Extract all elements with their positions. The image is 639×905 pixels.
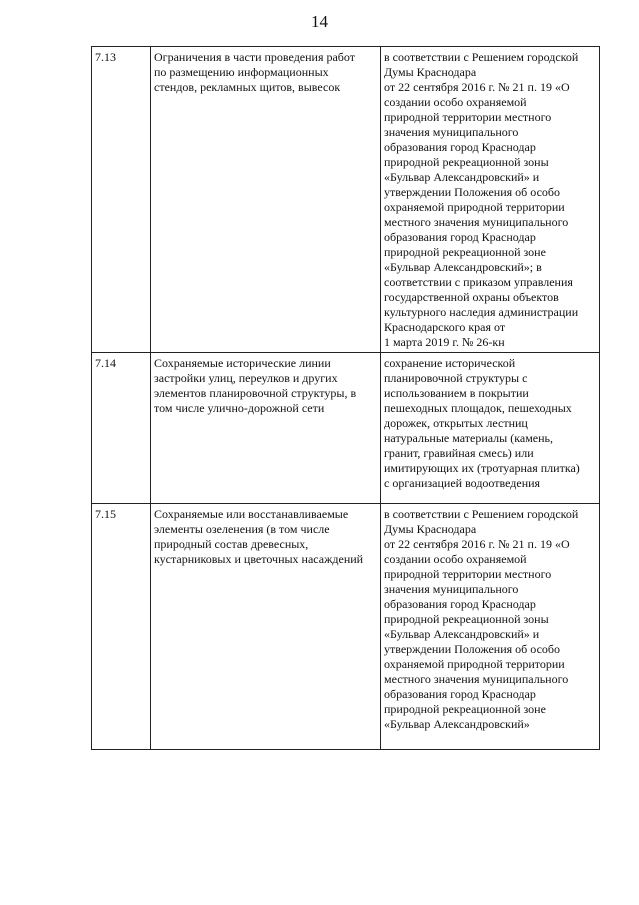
page-number: 14 [311,12,328,31]
regulations-table [91,46,600,750]
row-number: 7.14 [92,353,151,504]
table-row [92,47,600,353]
restriction-requirement: сохранение исторической планировочной структуры с использованием в покрытии пешеходных площадок, пешеходных дорожек, открытых лестниц натуральные материалы (камень, гранит, гравийная смесь) или имитирующих их (тротуарная плитка) с организацией водоотведения [381,353,600,504]
row-number: 7.13 [92,47,151,353]
restriction-subject: Сохраняемые исторические линии застройки улиц, переулков и других элементов планировочной структуры, в том числе улично-дорожной сети [151,353,381,504]
restriction-requirement: в соответствии с Решением городской Думы Краснодара от 22 сентября 2016 г. № 21 п. 19 «О создании особо охраняемой природной территории местного значения муниципального образования город Краснодар природной рекреационной зоны «Бульвар Александровский» и утверждении Положения об особо охраняемой природной территории местного значения муниципального образования город Краснодар природной рекреационной зоне «Бульвар Александровский»; в соответствии с приказом управления государственной охраны объектов культурного наследия администрации Краснодарского края от 1 марта 2019 г. № 26-кн [381,47,600,353]
restriction-subject: Ограничения в части проведения работ по размещению информационных стендов, рекламных щитов, вывесок [151,47,381,353]
restriction-requirement: в соответствии с Решением городской Думы Краснодара от 22 сентября 2016 г. № 21 п. 19 «О создании особо охраняемой природной территории местного значения муниципального образования город Краснодар природной рекреационной зоны «Бульвар Александровский» и утверждении Положения об особо охраняемой природной территории местного значения муниципального образования город Краснодар природной рекреационной зоне «Бульвар Александровский» [381,504,600,750]
table-row [92,504,600,750]
table-row [92,353,600,504]
restriction-subject: Сохраняемые или восстанавливаемые элементы озеленения (в том числе природный состав древесных, кустарниковых и цветочных насаждений [151,504,381,750]
row-number: 7.15 [92,504,151,750]
